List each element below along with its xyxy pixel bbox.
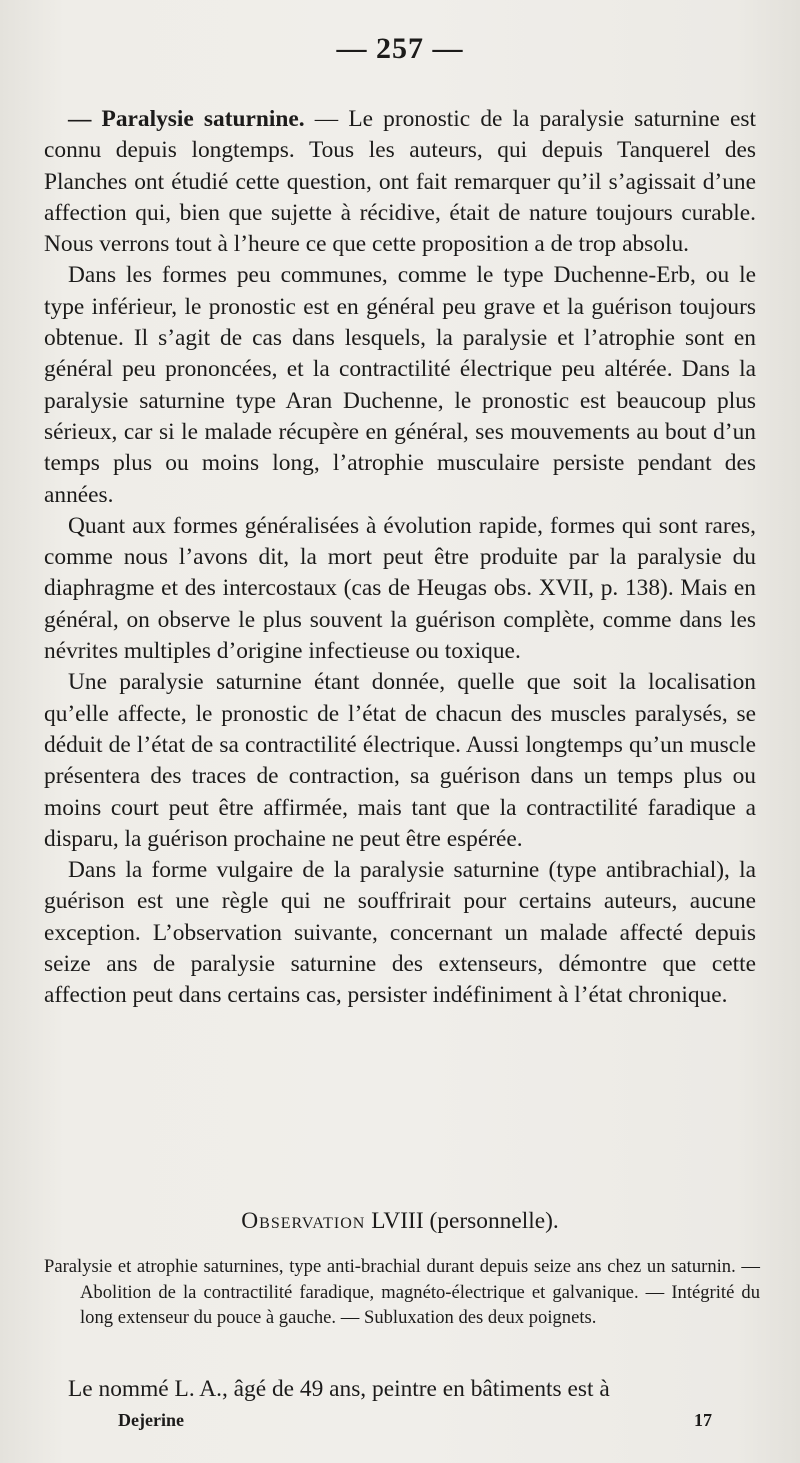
- paragraph-1: [44, 104, 756, 260]
- observation-summary: Paralysie et atrophie saturnines, type anti-brachial durant depuis seize ans chez un saturnin. — Abolition de la contractilité faradique, magnéto-électrique et galvanique. — Intégrité du long extenseur du pouce à gauche. — Subluxation des deux poignets.: [44, 1256, 760, 1328]
- page-number: — 257 —: [336, 32, 464, 65]
- paragraph-3: Quant aux formes généralisées à évolution rapide, formes qui sont rares, comme nous l’avons dit, la mort peut être produite par la paralysie du diaphragme et des intercostaux (cas de Heugas obs. XVII, p. 138). Mais en général, on observe le plus souvent la guérison complète, comme dans les névrites multiples d’origine infectieuse ou toxique.: [44, 512, 756, 665]
- observation-first-line: Le nommé L. A., âgé de 49 ans, peintre en bâtiments est à: [68, 1376, 610, 1402]
- paragraph-5: Dans la forme vulgaire de la paralysie saturnine (type antibrachial), la guérison est une règle qui ne souffrirait pour certains auteurs, aucune exception. L’observation suivante, concernant un malade affecté depuis seize ans de paralysie saturnine des extenseurs, démontre que cette affection peut dans certains cas, persister indéfiniment à l’état chronique.: [44, 857, 756, 1009]
- footer-signature-number: 17: [694, 1410, 712, 1430]
- observation-note: (personnelle).: [429, 1208, 559, 1234]
- footer-author: Dejerine: [118, 1410, 184, 1430]
- paragraph-4: Une paralysie saturnine étant donnée, quelle que soit la localisation qu’elle affecte, le pronostic de l’état de chacun des muscles paralysés, se déduit de l’état de sa contractilité électrique. Aussi longtemps qu’un muscle présentera des traces de contraction, sa guérison dans un temps plus ou moins court peut être affirmée, mais tant que la contractilité faradique a disparu, la guérison prochaine ne peut être espérée.: [44, 669, 756, 852]
- paragraph-1-text: — Le pronostic de la paralysie saturnine est connu depuis longtemps. Tous les auteurs, qui depuis Tanquerel des Planches ont étudié cette question, ont fait remarquer qu’il s’agissait d’une affection qui, bien que sujette à récidive, était de nature toujours curable. Nous verrons tout à l’heure ce que cette proposition a de trop absolu.: [44, 106, 756, 258]
- body-text: [44, 104, 756, 1012]
- paragraph-2: Dans les formes peu communes, comme le type Duchenne-Erb, ou le type inférieur, le pronostic est en général peu grave et la guérison toujours obtenue. Il s’agit de cas dans lesquels, la paralysie et l’atrophie sont en général peu prononcées, et la contractilité électrique peu altérée. Dans la paralysie saturnine type Aran Duchenne, le pronostic est beaucoup plus sérieux, car si le malade récupère en général, ses mouvements au bout d’un temps plus ou moins long, l’atrophie musculaire persiste pendant des années.: [44, 262, 756, 508]
- section-heading: — Paralysie saturnine.: [68, 106, 305, 132]
- observation-heading: [0, 1208, 800, 1235]
- observation-label: Observation: [241, 1208, 366, 1234]
- observation-number: LVIII: [371, 1208, 424, 1234]
